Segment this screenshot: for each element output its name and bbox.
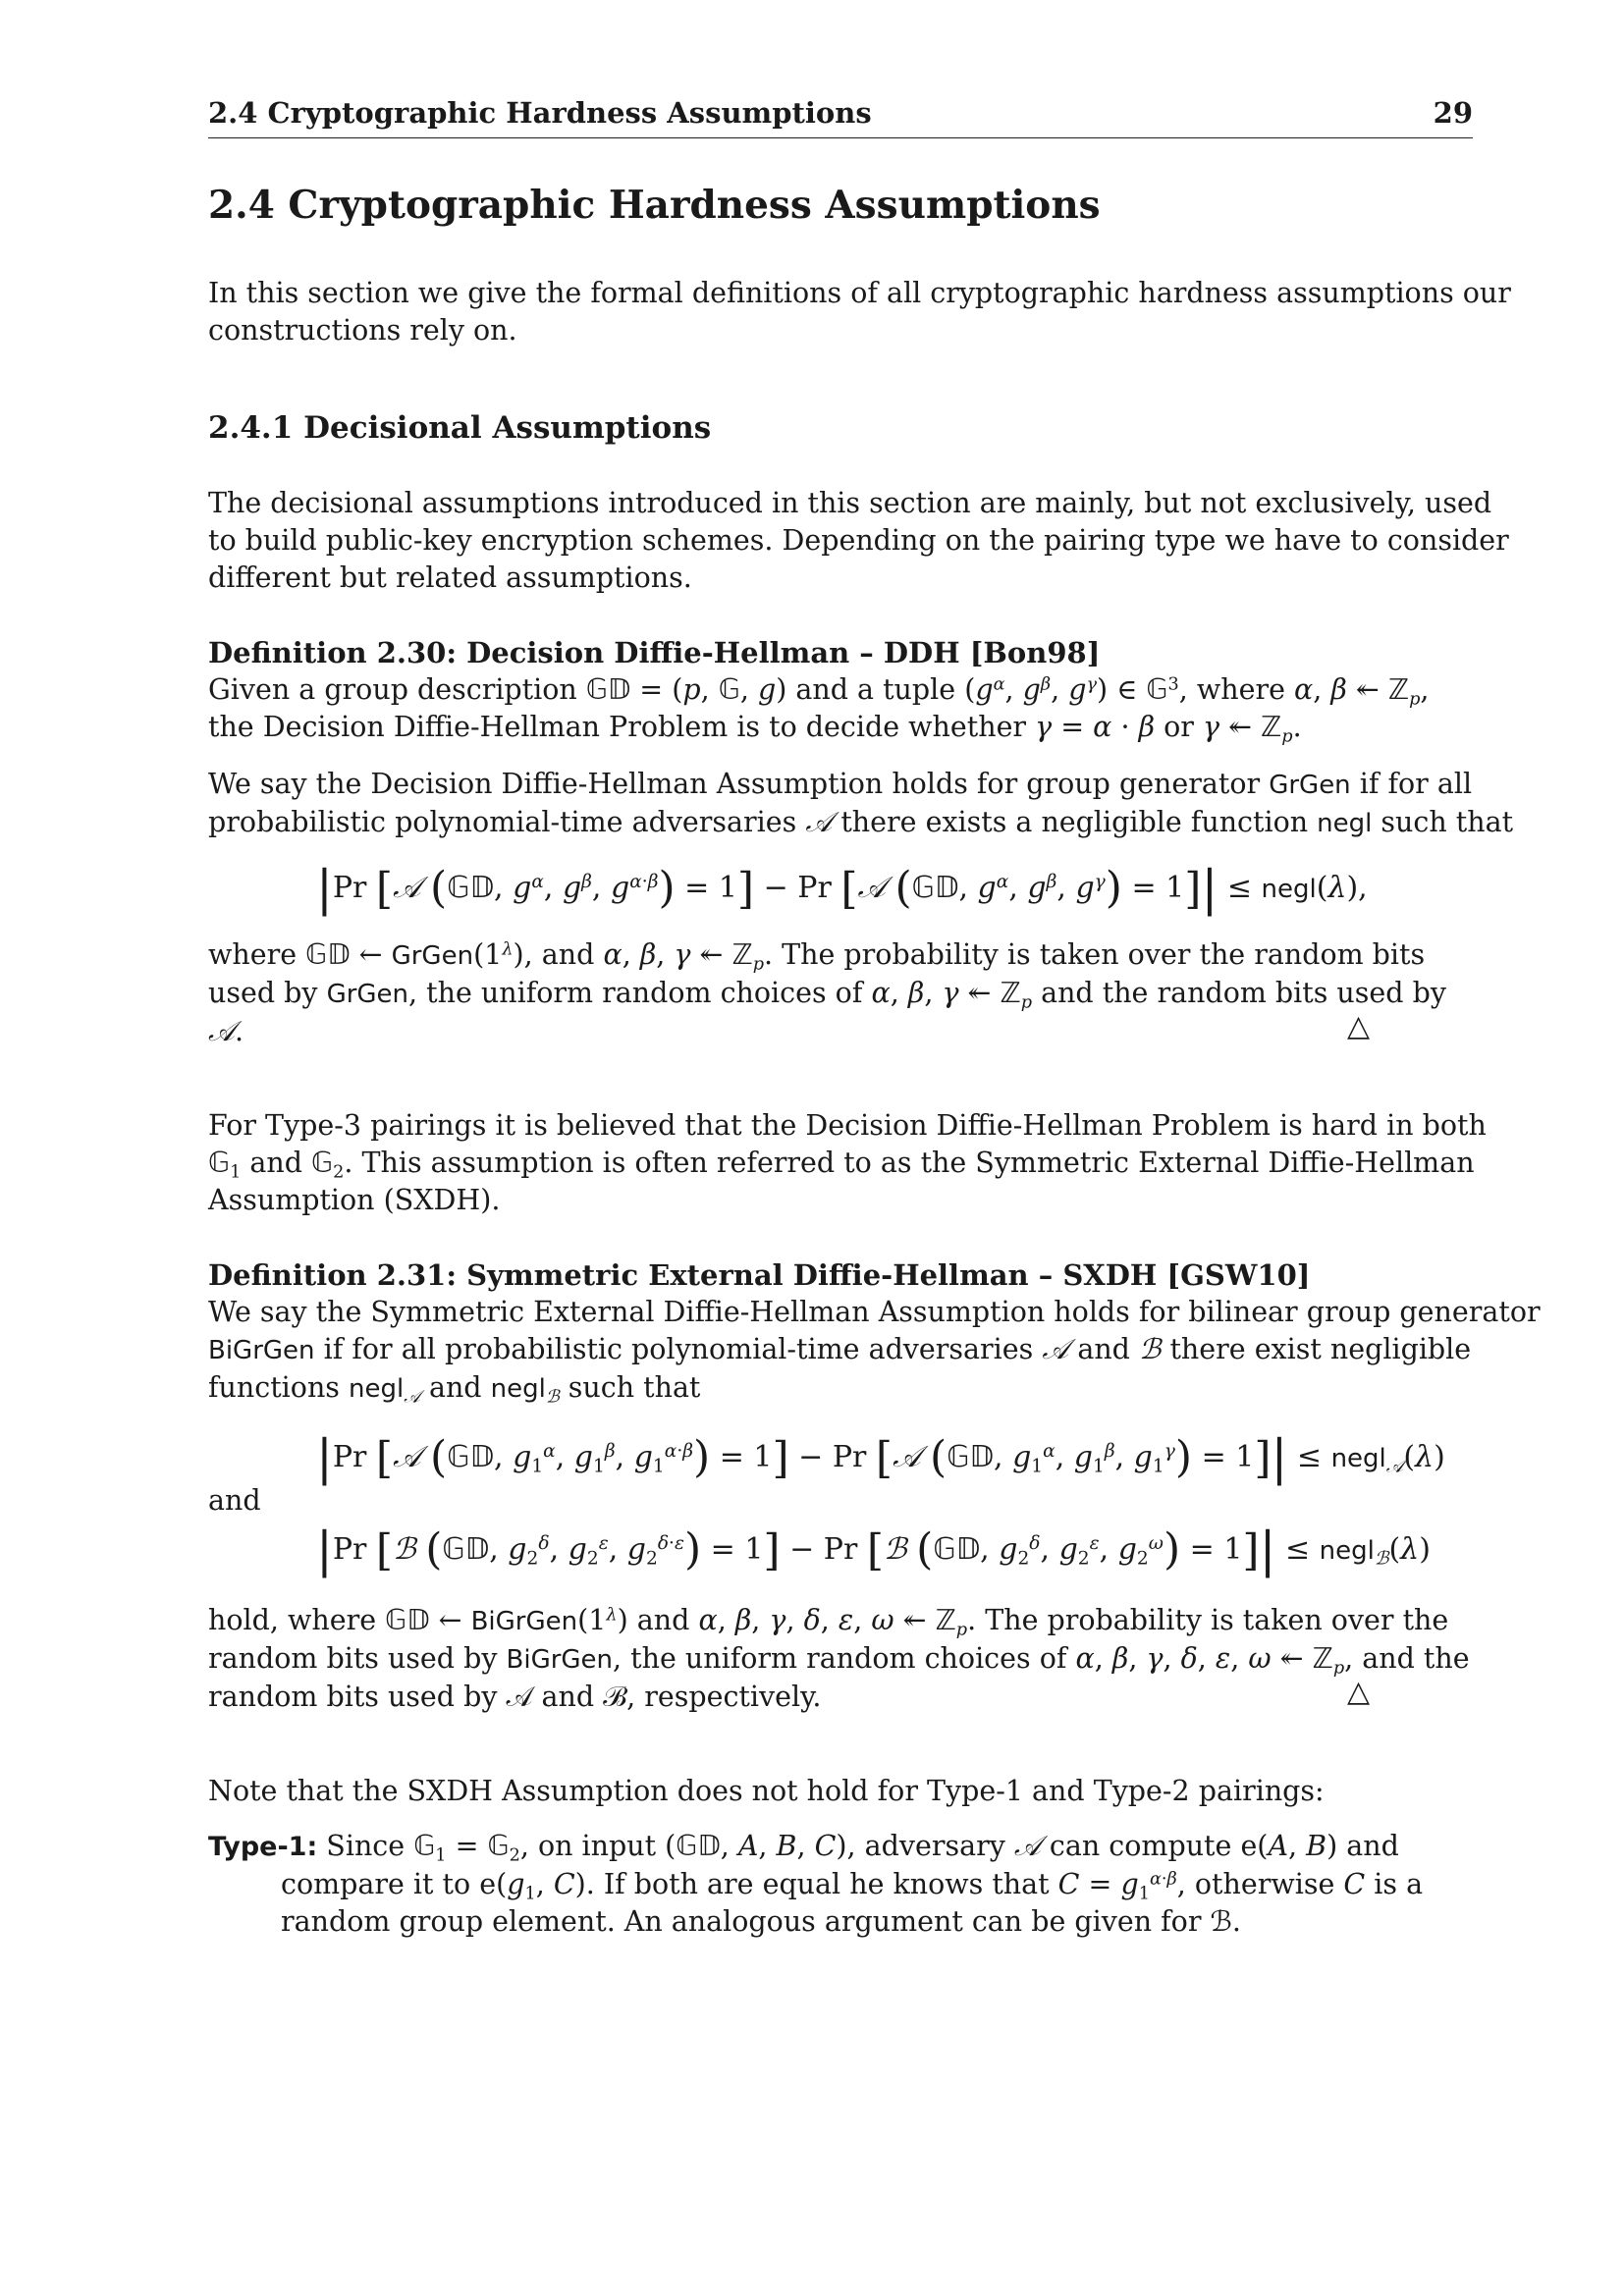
text-line: Given a group description 𝔾𝔻 = (p, 𝔾, g) and a tuple ($g^\alpha$, $g^\beta$, $g^\gamma$) ∈ 𝔾$^3$, where α, β ↞ ℤ$_p$, — [208, 673, 1430, 710]
text-line: hold, where 𝔾𝔻 ← $BiGrGen(1^\lambda)$ and α, β, γ, δ, ε, ω ↞ ℤ$_p$. The probability is taken over the — [208, 1604, 1449, 1640]
sxdh-equation-g2: |Pr [ℬ (𝔾𝔻, $g_2^\delta$, $g_2^\varepsilon$, $g_2^{\delta\cdot\varepsilon}) = 1] - Pr$ [ℬ (𝔾𝔻, $g_2^\delta$, $g_2^\varepsilon$, $g_2^\omega) = 1]|$ ≤ negl$_ℬ$(λ) — [316, 1522, 1431, 1578]
page-number: 29 — [1433, 96, 1473, 130]
text-line: random bits used by 𝒜 and ℬ, respectively. — [208, 1681, 822, 1713]
end-of-definition-triangle: △ — [1347, 1009, 1371, 1043]
ddh-equation: |Pr [𝒜 (𝔾𝔻, $g^\alpha$, $g^\beta$, $g^{\alpha\cdot\beta}) = 1] - Pr$ [𝒜 (𝔾𝔻, $g^\alpha$, $g^\beta$, $g^\gamma) = 1]|$ ≤ negl(λ), — [316, 860, 1368, 917]
section-title: 2.4 Cryptographic Hardness Assumptions — [208, 183, 1101, 228]
text-line: different but related assumptions. — [208, 561, 692, 594]
ddh-assumption-paragraph — [208, 766, 1514, 842]
text-line: In this section we give the formal definitions of all cryptographic hardness assumptions our — [208, 277, 1511, 309]
text-line: where 𝔾𝔻 ← $GrGen(1^\lambda)$, and α, β, γ ↞ ℤ$_p$. The probability is taken over the random bits — [208, 938, 1426, 975]
text-line: We say the Symmetric External Diffie-Hellman Assumption holds for bilinear group generator — [208, 1296, 1541, 1328]
text-line: constructions rely on. — [208, 314, 517, 347]
ddh-probability-paragraph — [208, 936, 1446, 1050]
end-of-definition-triangle: △ — [1347, 1675, 1371, 1709]
text-line: 𝒜. — [208, 1015, 244, 1047]
text-line: The decisional assumptions introduced in this section are mainly, but not exclusively, used — [208, 487, 1492, 519]
text-line: random bits used by BiGrGen, the uniform random choices of α, β, γ, δ, ε, ω ↞ ℤ$_p$, and the — [208, 1642, 1470, 1679]
note-paragraph — [208, 1773, 1377, 1810]
text-line: BiGrGen if for all probabilistic polynomial-time adversaries 𝒜 and ℬ there exist negligible — [208, 1333, 1472, 1365]
sxdh-equation-g1: |Pr [𝒜 (𝔾𝔻, $g_1^\alpha$, $g_1^\beta$, $g_1^{\alpha\cdot\beta}) = 1] - Pr$ [𝒜 (𝔾𝔻, $g_1^\alpha$, $g_1^\beta$, $g_1^\gamma) = 1]|$ ≤ negl$_𝒜$(λ) — [316, 1429, 1445, 1486]
definition-2-30-body — [208, 671, 1430, 747]
intro-paragraph — [208, 275, 1511, 349]
decisional-intro-paragraph — [208, 485, 1509, 597]
text-line: Assumption (SXDH). — [208, 1184, 501, 1216]
and-connector: and — [208, 1484, 261, 1517]
header-section-title: 2.4 Cryptographic Hardness Assumptions — [208, 96, 872, 130]
text-line: used by GrGen, the uniform random choices of α, β, γ ↞ ℤ$_p$ and the random bits used by — [208, 977, 1446, 1013]
text-line: Note that the SXDH Assumption does not hold for Type-1 and Type-2 pairings: — [208, 1775, 1325, 1807]
subsection-title: 2.4.1 Decisional Assumptions — [208, 410, 712, 446]
text-line: probabilistic polynomial-time adversaries 𝒜 there exists a negligible function negl such that — [208, 806, 1514, 838]
sxdh-probability-paragraph — [208, 1602, 1470, 1716]
type-1-label: Type-1: — [208, 1832, 318, 1862]
text-line: to build public-key encryption schemes. Depending on the pairing type we have to consider — [208, 524, 1509, 557]
text-line: compare it to $e(g_1$, C). If both are equal he knows that $C = g_1^{\alpha\cdot\beta}$, otherwise C is a — [281, 1868, 1424, 1904]
text-line: Type-1: Since 𝔾$_1$ = 𝔾$_2$, on input (𝔾𝔻, A, B, C), adversary 𝒜 can compute e(A, B) and — [208, 1830, 1399, 1866]
type-1-item — [208, 1828, 1424, 1941]
definition-2-30-title: Definition 2.30: Decision Diffie-Hellman – DDH [Bon98] — [208, 636, 1101, 669]
type3-paragraph — [208, 1107, 1487, 1219]
running-header — [208, 94, 1473, 138]
text-line: random group element. An analogous argument can be given for ℬ. — [281, 1905, 1241, 1938]
text-line: 𝔾$_1$ and 𝔾$_2$. This assumption is often referred to as the Symmetric External Diffie-Hellman — [208, 1147, 1475, 1183]
text-line: We say the Decision Diffie-Hellman Assumption holds for group generator GrGen if for all — [208, 768, 1473, 800]
text-line: functions negl$_𝒜$ and negl$_ℬ$ such that — [208, 1371, 701, 1408]
text-line: For Type-3 pairings it is believed that the Decision Diffie-Hellman Problem is hard in both — [208, 1109, 1487, 1142]
definition-2-31-title: Definition 2.31: Symmetric External Diffie-Hellman – SXDH [GSW10] — [208, 1258, 1311, 1292]
definition-2-31-body — [208, 1294, 1541, 1408]
text-line: the Decision Diffie-Hellman Problem is to decide whether γ = α · β or γ ↞ ℤ$_p$. — [208, 711, 1302, 747]
